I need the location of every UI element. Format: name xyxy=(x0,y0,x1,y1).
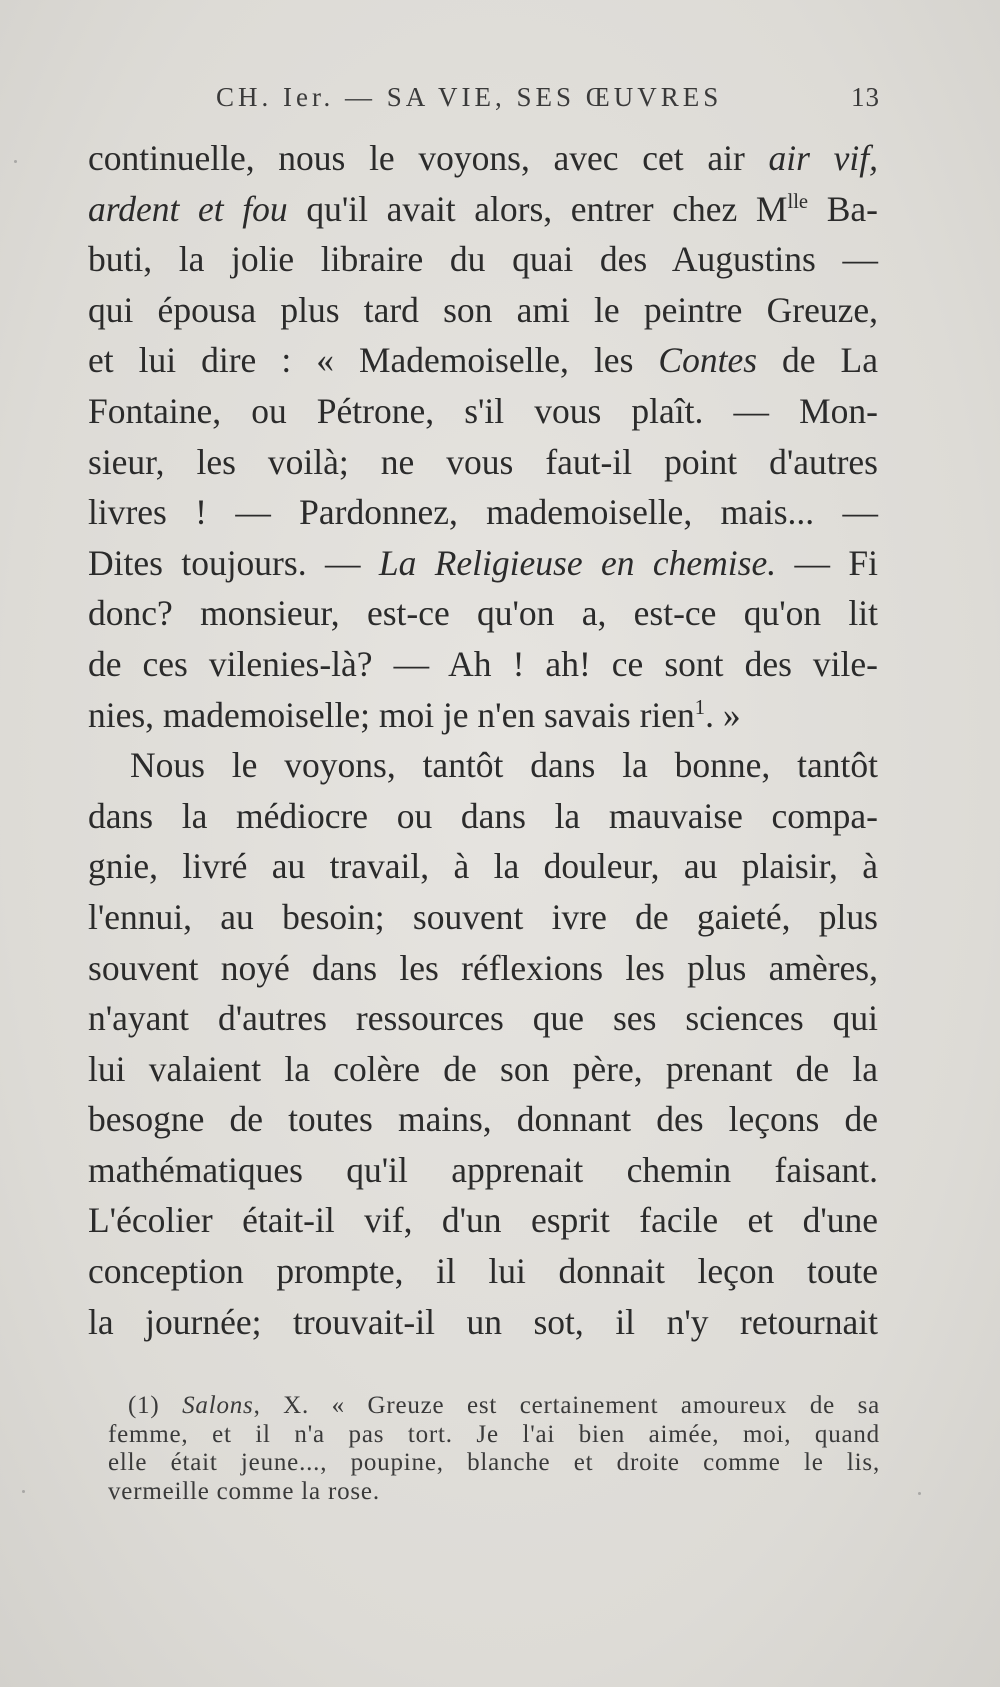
text-line: et lui dire : « Mademoiselle, les Contes de La xyxy=(88,340,879,381)
footnote xyxy=(108,1392,880,1506)
footnote-ref: 1 xyxy=(694,696,706,719)
text-line: gnie, livré au travail, à la douleur, au plaisir, à xyxy=(88,846,878,887)
footnote-line: (1) Salons, X. « Greuze est certainement amoureux de sa xyxy=(128,1392,880,1419)
paragraph-2 xyxy=(88,740,878,1347)
text-line: lui valaient la colère de son père, prenant de la xyxy=(88,1048,878,1089)
text-line: L'écolier était-il vif, d'un esprit facile et d'une xyxy=(88,1200,878,1241)
footnote-line: femme, et il n'a pas tort. Je l'ai bien aimée, moi, quand xyxy=(108,1420,880,1448)
paper-speck xyxy=(918,1492,921,1495)
footnote-line: elle était jeune..., poupine, blanche et droite comme le lis, xyxy=(108,1449,880,1476)
paper-speck xyxy=(14,160,17,163)
text-line: qui épousa plus tard son ami le peintre Greuze, xyxy=(88,289,878,330)
footnote-source: Salons xyxy=(182,1392,254,1419)
page-number: 13 xyxy=(851,82,880,112)
footnote-line: vermeille comme la rose. xyxy=(108,1477,380,1505)
text-line: conception prompte, il lui donnait leçon toute xyxy=(88,1251,878,1292)
text-line: Dites toujours. — La Religieuse en chemise. — Fi xyxy=(88,542,878,583)
text-line: ardent et fou qu'il avait alors, entrer chez $M^{lle}$ Ba- xyxy=(88,188,878,229)
running-title: CH. Ier. — SA VIE, SES ŒUVRES xyxy=(216,82,723,112)
paper-speck xyxy=(22,1490,25,1493)
text-line: la journée; trouvait-il un sot, il n'y retournait xyxy=(88,1301,878,1342)
text-line: souvent noyé dans les réflexions les plus amères, xyxy=(88,947,878,988)
text-line: n'ayant d'autres ressources que ses sciences qui xyxy=(88,998,878,1039)
text-line: mathématiques qu'il apprenait chemin faisant. xyxy=(88,1149,878,1190)
text-line: sieur, les voilà; ne vous faut-il point d'autres xyxy=(88,441,878,482)
text-line: livres ! — Pardonnez, mademoiselle, mais... — xyxy=(88,492,878,533)
text-line: dans la médiocre ou dans la mauvaise compa- xyxy=(88,795,878,836)
text-line: donc? monsieur, est-ce qu'on a, est-ce qu'on lit xyxy=(88,593,878,634)
text-line: besogne de toutes mains, donnant des leçons de xyxy=(88,1099,878,1140)
text-line: l'ennui, au besoin; souvent ivre de gaieté, plus xyxy=(88,896,878,937)
paragraph-1 xyxy=(88,133,878,740)
text-line: buti, la jolie libraire du quai des Augustins — xyxy=(88,239,878,280)
text-line: de ces vilenies-là? — Ah ! ah! ce sont des vile- xyxy=(88,643,878,684)
text-line: Nous le voyons, tantôt dans la bonne, tantôt xyxy=(130,745,878,786)
text-line: Fontaine, ou Pétrone, s'il vous plaît. — Mon- xyxy=(88,390,878,431)
text-line: continuelle, nous le voyons, avec cet air air vif, xyxy=(88,138,878,178)
footnote-marker: (1) xyxy=(128,1392,160,1419)
page-header xyxy=(88,78,888,118)
body-text xyxy=(88,133,878,1347)
text-line: nies, mademoiselle; moi je n'en savais rien$^1$. » xyxy=(88,694,741,735)
